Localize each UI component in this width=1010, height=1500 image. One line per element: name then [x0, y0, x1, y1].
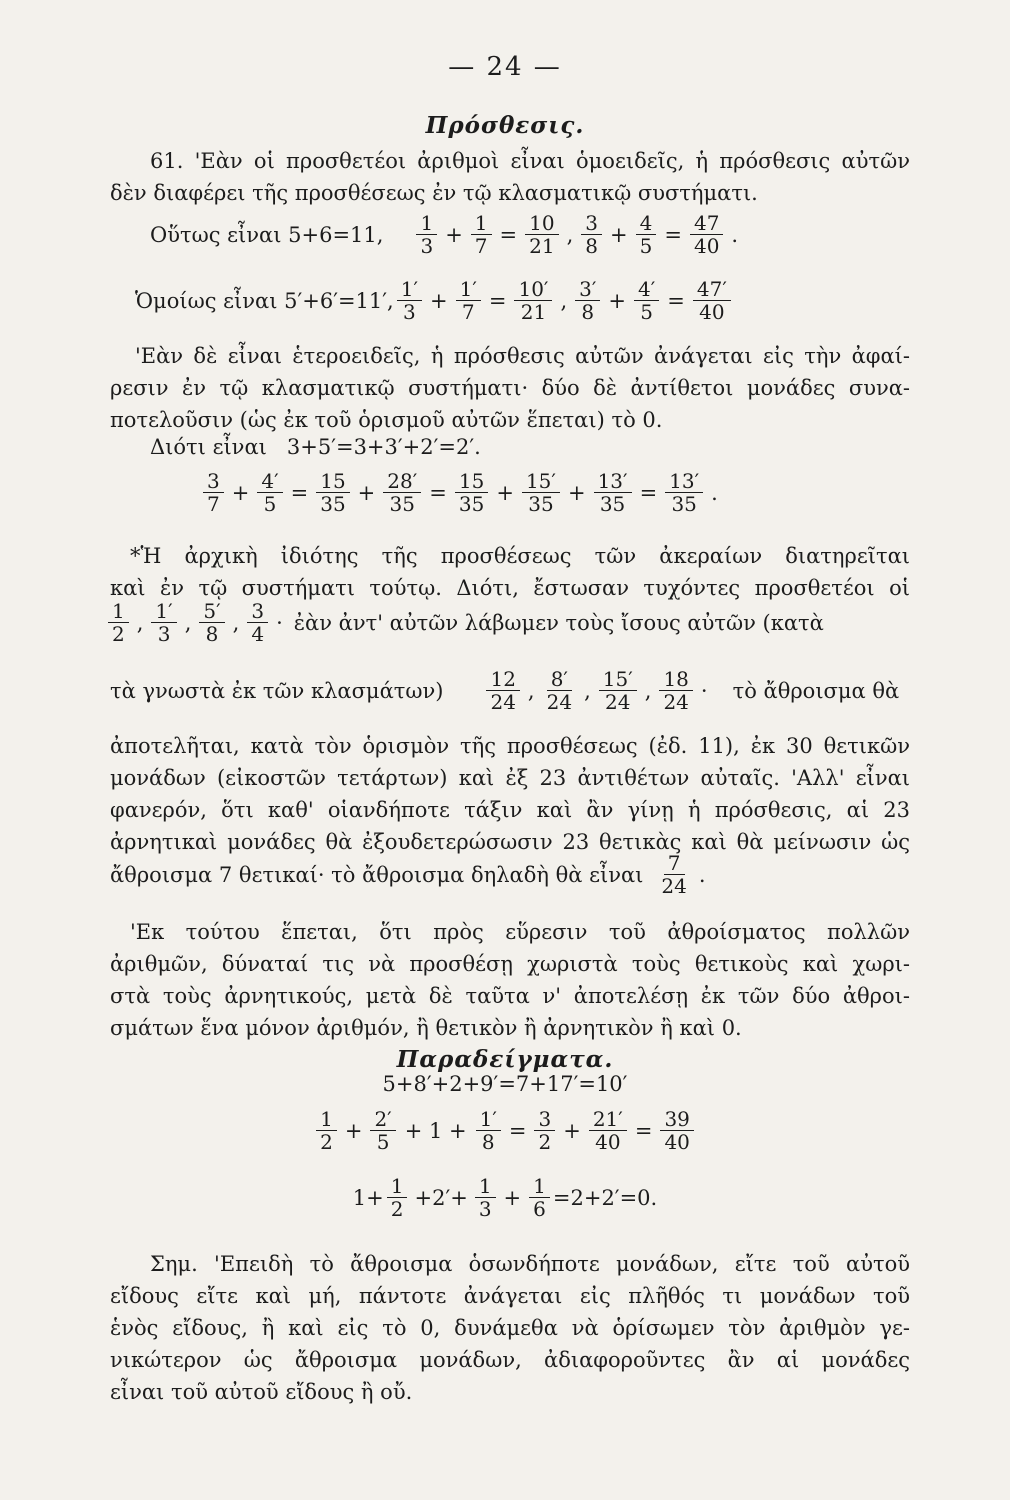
numerator: 2′ — [370, 1108, 395, 1131]
fraction — [456, 278, 481, 323]
numerator: 28′ — [383, 470, 421, 493]
fraction — [257, 470, 282, 515]
fraction — [455, 470, 488, 515]
equation-4 — [200, 470, 723, 515]
operator: + — [567, 480, 586, 505]
numerator: 10′ — [514, 278, 552, 301]
operator: . — [711, 480, 718, 505]
denominator: 40 — [595, 1130, 621, 1154]
numerator: 21′ — [589, 1108, 627, 1131]
fraction — [370, 1108, 395, 1153]
text-line: 61. 'Εὰν οἱ προσθετέοι ἀριθμοὶ εἶναι ὁμοειδεῖς, ἡ πρόσθεσις αὐτῶν — [150, 149, 910, 173]
operator: = — [429, 480, 447, 505]
fraction — [475, 1175, 496, 1220]
numerator: 39 — [660, 1108, 693, 1131]
operator: = — [488, 288, 507, 313]
equation-2 — [135, 278, 734, 323]
fraction — [657, 852, 690, 897]
denominator: 35 — [671, 492, 697, 516]
denominator: 5 — [263, 492, 277, 516]
denominator: 2 — [112, 622, 125, 646]
operator: + — [231, 480, 250, 505]
fraction — [581, 212, 602, 257]
numerator: 1 — [416, 212, 437, 235]
denominator: 3 — [157, 622, 171, 646]
denominator: 35 — [528, 492, 554, 516]
numerator: 15 — [316, 470, 349, 493]
fraction — [387, 1175, 408, 1220]
text-line: 'Εκ τούτου ἕπεται, ὅτι πρὸς εὕρεσιν τοῦ ἀθροίσματος πολλῶν — [130, 920, 910, 944]
denominator: 5 — [639, 234, 653, 258]
operator: , — [584, 678, 591, 703]
fraction — [543, 668, 576, 713]
numerator: 8′ — [547, 668, 572, 691]
text-line: ποτελοῦσιν (ὡς ἐκ τοῦ ὁρισμοῦ αὐτῶν ἕπεται) τὸ 0. — [110, 408, 663, 432]
denominator: 4 — [251, 622, 265, 646]
addends-fractions: $\frac{1}{2}$ , $\frac{1'}{3}$ , $\frac{5'}{8}$ , $\frac{3}{4}$ · ἐὰν ἀντ' αὐτῶν λάβωμεν τοὺς ἴσους αὐτῶν (κατὰ — [105, 600, 824, 645]
operator: , — [184, 610, 192, 635]
fraction — [599, 668, 637, 713]
section-heading: Πρόσθεσις. — [425, 112, 585, 139]
denominator: 7 — [207, 492, 220, 516]
equation-lead: Οὕτως εἶναι 5+6=11, — [150, 222, 384, 247]
fraction — [316, 1108, 337, 1153]
operator: = — [639, 480, 658, 505]
numerator: 3 — [534, 1108, 555, 1131]
numerator: 47′ — [693, 278, 731, 301]
text-line: ἀποτελῆται, κατὰ τὸν ὁρισμὸν τῆς προσθέσεως (ἐδ. 11), ἐκ 30 θετικῶν — [110, 734, 910, 758]
text-line: δὲν διαφέρει τῆς προσθέσεως ἐν τῷ κλασματικῷ συστήματι. — [110, 181, 758, 205]
text-line: μονάδων (εἰκοστῶν τετάρτων) καὶ ἐξ 23 ἀντιθέτων αὐταῖς. 'Αλλ' εἶναι — [110, 766, 910, 790]
operator: , — [232, 610, 240, 635]
fraction — [397, 278, 422, 323]
operator: , — [644, 678, 652, 703]
operator: + — [344, 1118, 363, 1143]
denominator: 8 — [581, 300, 595, 324]
fraction — [690, 212, 723, 257]
numerator: 13′ — [665, 470, 703, 493]
numerator: 1 — [475, 1175, 496, 1198]
note-line: ἑνὸς εἴδους, ἢ καὶ εἰς τὸ 0, δυνάμεθα νὰ ὁρίσωμεν τὸν ἀριθμὸν γε- — [110, 1316, 910, 1340]
note-line: εἴδους εἴτε καὶ μή, πάντοτε ἀνάγεται εἰς πλῆθός τι μονάδων τοῦ — [110, 1284, 910, 1308]
fraction — [108, 600, 129, 645]
fraction — [486, 668, 519, 713]
operator: = — [508, 1118, 527, 1143]
operator: + — [610, 222, 628, 247]
fraction — [636, 212, 657, 257]
operator: + — [563, 1118, 581, 1143]
text-line: καὶ ἐν τῷ συστήματι τούτῳ. Διότι, ἔστωσαν τυχόντες προσθετέοι οἱ — [110, 576, 910, 600]
operator: + — [357, 480, 376, 505]
numerator: 1′ — [476, 1108, 501, 1131]
operator: , — [560, 288, 568, 313]
denominator: 6 — [533, 1197, 546, 1221]
numerator: 4′ — [257, 470, 282, 493]
fraction — [529, 1175, 550, 1220]
text-line: φανερόν, ὅτι καθ' οἱανδήποτε τάξιν καὶ ἂν γίνῃ ἡ πρόσθεσις, αἱ 23 — [110, 798, 910, 822]
fraction — [665, 470, 703, 515]
operator: + — [496, 480, 514, 505]
denominator: 24 — [605, 690, 631, 714]
fraction — [525, 212, 558, 257]
operator: = — [634, 1118, 653, 1143]
page-number: — 24 — — [448, 52, 562, 82]
denominator: 24 — [661, 874, 687, 898]
fraction — [514, 278, 552, 323]
denominator: 21 — [529, 234, 555, 258]
operator: + — [503, 1185, 522, 1210]
operator: · — [700, 678, 708, 703]
note-line: νικώτερον ὡς ἄθροισμα μονάδων, ἀδιαφοροῦντες ἂν αἱ μονάδες — [110, 1348, 910, 1372]
denominator: 40 — [664, 1130, 690, 1154]
fraction — [575, 278, 600, 323]
denominator: 35 — [320, 492, 346, 516]
operator: , — [566, 222, 574, 247]
numerator: 1′ — [151, 600, 176, 623]
fraction — [522, 470, 560, 515]
fraction — [594, 470, 632, 515]
fraction — [660, 1108, 693, 1153]
sum-result-line: ἄθροισμα 7 θετικαί· τὸ ἄθροισμα δηλαδὴ θὰ εἶναι $\frac{7}{24}$ . — [110, 851, 706, 898]
numerator: 5′ — [199, 600, 224, 623]
numerator: 15′ — [522, 470, 560, 493]
numerator: 1 — [387, 1175, 408, 1198]
denominator: 40 — [699, 300, 725, 324]
operator: . — [731, 222, 739, 247]
fraction — [316, 470, 349, 515]
operator: = — [667, 288, 685, 313]
denominator: 5 — [376, 1130, 390, 1154]
denominator: 2 — [390, 1197, 404, 1221]
text-line: ἀριθμῶν, δύναταί τις νὰ προσθέσῃ χωριστὰ τοὺς θετικοὺς καὶ χωρι- — [110, 952, 910, 976]
text-line: στὰ τοὺς ἀρνητικούς, μετὰ δὲ ταῦτα ν' ἀποτελέσῃ ἐκ τῶν δύο ἀθροι- — [110, 984, 910, 1008]
equation-3: Διότι εἶναι 3+5′=3+3′+2′=2′. — [150, 435, 481, 459]
fraction — [589, 1108, 627, 1153]
numerator: 1′ — [456, 278, 481, 301]
numerator: 7 — [664, 852, 685, 875]
note-line: Σημ. 'Επειδὴ τὸ ἄθροισμα ὁσωνδήποτε μονάδων, εἴτε τοῦ αὐτοῦ — [150, 1252, 910, 1276]
numerator: 12 — [486, 668, 519, 691]
text-line: *Ἡ ἀρχικὴ ἰδιότης τῆς προσθέσεως τῶν ἀκεραίων διατηρεῖται — [130, 544, 910, 568]
numerator: 13′ — [594, 470, 632, 493]
numerator: 3′ — [575, 278, 600, 301]
numerator: 3 — [581, 212, 602, 235]
numerator: 18 — [659, 668, 692, 691]
numerator: 1 — [471, 212, 492, 235]
denominator: 35 — [458, 492, 485, 516]
denominator: 2 — [538, 1130, 552, 1154]
fraction — [634, 278, 659, 323]
operator: + — [429, 288, 448, 313]
numerator: 3 — [203, 470, 224, 493]
fraction — [383, 470, 421, 515]
text-line: σμάτων ἕνα μόνον ἀριθμόν, ἢ θετικὸν ἢ ἀρνητικὸν ἢ καὶ 0. — [110, 1016, 742, 1040]
text-line: ἀρνητικαὶ μονάδες θὰ ἐξουδετερώσωσιν 23 θετικὰς καὶ θὰ μείνωσιν ὡς — [110, 830, 910, 854]
numerator: 1 — [529, 1175, 550, 1198]
numerator: 4′ — [634, 278, 659, 301]
denominator: 3 — [420, 234, 434, 258]
denominator: 35 — [599, 492, 626, 516]
fraction — [476, 1108, 501, 1153]
operator: , — [527, 678, 535, 703]
denominator: 2 — [320, 1130, 333, 1154]
denominator: 24 — [490, 690, 516, 714]
text-line: ρεσιν ἐν τῷ κλασματικῷ συστήματι· δύο δὲ ἀντίθετοι μονάδες συνα- — [110, 376, 910, 400]
fraction — [693, 278, 731, 323]
equation-1 — [150, 212, 743, 257]
operator: . — [698, 862, 706, 887]
denominator: 24 — [663, 690, 689, 714]
numerator: 15′ — [599, 668, 637, 691]
operator: + — [445, 222, 463, 247]
equation-lead: Ὁμοίως εἶναι 5′+6′=11′, — [135, 288, 394, 313]
denominator: 8 — [481, 1130, 495, 1154]
fraction — [151, 600, 176, 645]
examples-heading: Παραδείγματα. — [396, 1046, 614, 1073]
denominator: 8 — [205, 622, 219, 646]
denominator: 5 — [640, 300, 654, 324]
fraction — [247, 600, 268, 645]
example-2: $\frac{1}{2}$ + $\frac{2'}{5}$ + 1 + $\frac{1'}{8}$ = $\frac{3}{2}$ + $\frac{21'}{40}$ = $\frac{39}{40}$ — [0, 1108, 1010, 1153]
note-line: εἶναι τοῦ αὐτοῦ εἴδους ἢ οὔ. — [110, 1380, 413, 1404]
denominator: 7 — [461, 300, 475, 324]
numerator: 10 — [525, 212, 558, 235]
numerator: 1 — [316, 1108, 337, 1131]
numerator: 47 — [690, 212, 723, 235]
numerator: 4 — [636, 212, 657, 235]
denominator: 8 — [585, 234, 599, 258]
denominator: 21 — [520, 300, 547, 324]
fraction — [534, 1108, 555, 1153]
numerator: 15 — [455, 470, 488, 493]
denominator: 7 — [474, 234, 488, 258]
denominator: 3 — [478, 1197, 492, 1221]
example-1: 5+8′+2+9′=7+17′=10′ — [382, 1072, 628, 1096]
denominator: 40 — [693, 234, 720, 258]
fraction — [471, 212, 492, 257]
example-3: 1+ $\frac{1}{2}$ +2′+ $\frac{1}{3}$ + $\frac{1}{6}$ =2+2′=0. — [352, 1174, 658, 1221]
operator: · — [276, 610, 283, 635]
fraction — [416, 212, 437, 257]
operator: = — [290, 480, 309, 505]
operator: , — [136, 610, 144, 635]
numerator: 3 — [247, 600, 268, 623]
denominator: 35 — [389, 492, 415, 516]
denominator: 24 — [546, 690, 573, 714]
fraction — [203, 470, 224, 515]
fraction — [199, 600, 224, 645]
denominator: 3 — [402, 300, 416, 324]
text-line: 'Εὰν δὲ εἶναι ἑτεροειδεῖς, ἡ πρόσθεσις αὐτῶν ἀνάγεται εἰς τὴν ἀφαί- — [135, 344, 910, 368]
operator: + — [608, 288, 627, 313]
operator: = — [499, 222, 518, 247]
fraction — [659, 668, 692, 713]
numerator: 1 — [108, 600, 129, 623]
known-fractions-line: τὰ γνωστὰ ἐκ τῶν κλασμάτων) $\frac{12}{24}$ , $\frac{8'}{24}$ , $\frac{15'}{24}$ , $\frac{18}{24}$ · τὸ ἄθροισμα θὰ — [110, 667, 900, 714]
operator: = — [664, 222, 682, 247]
numerator: 1′ — [397, 278, 422, 301]
